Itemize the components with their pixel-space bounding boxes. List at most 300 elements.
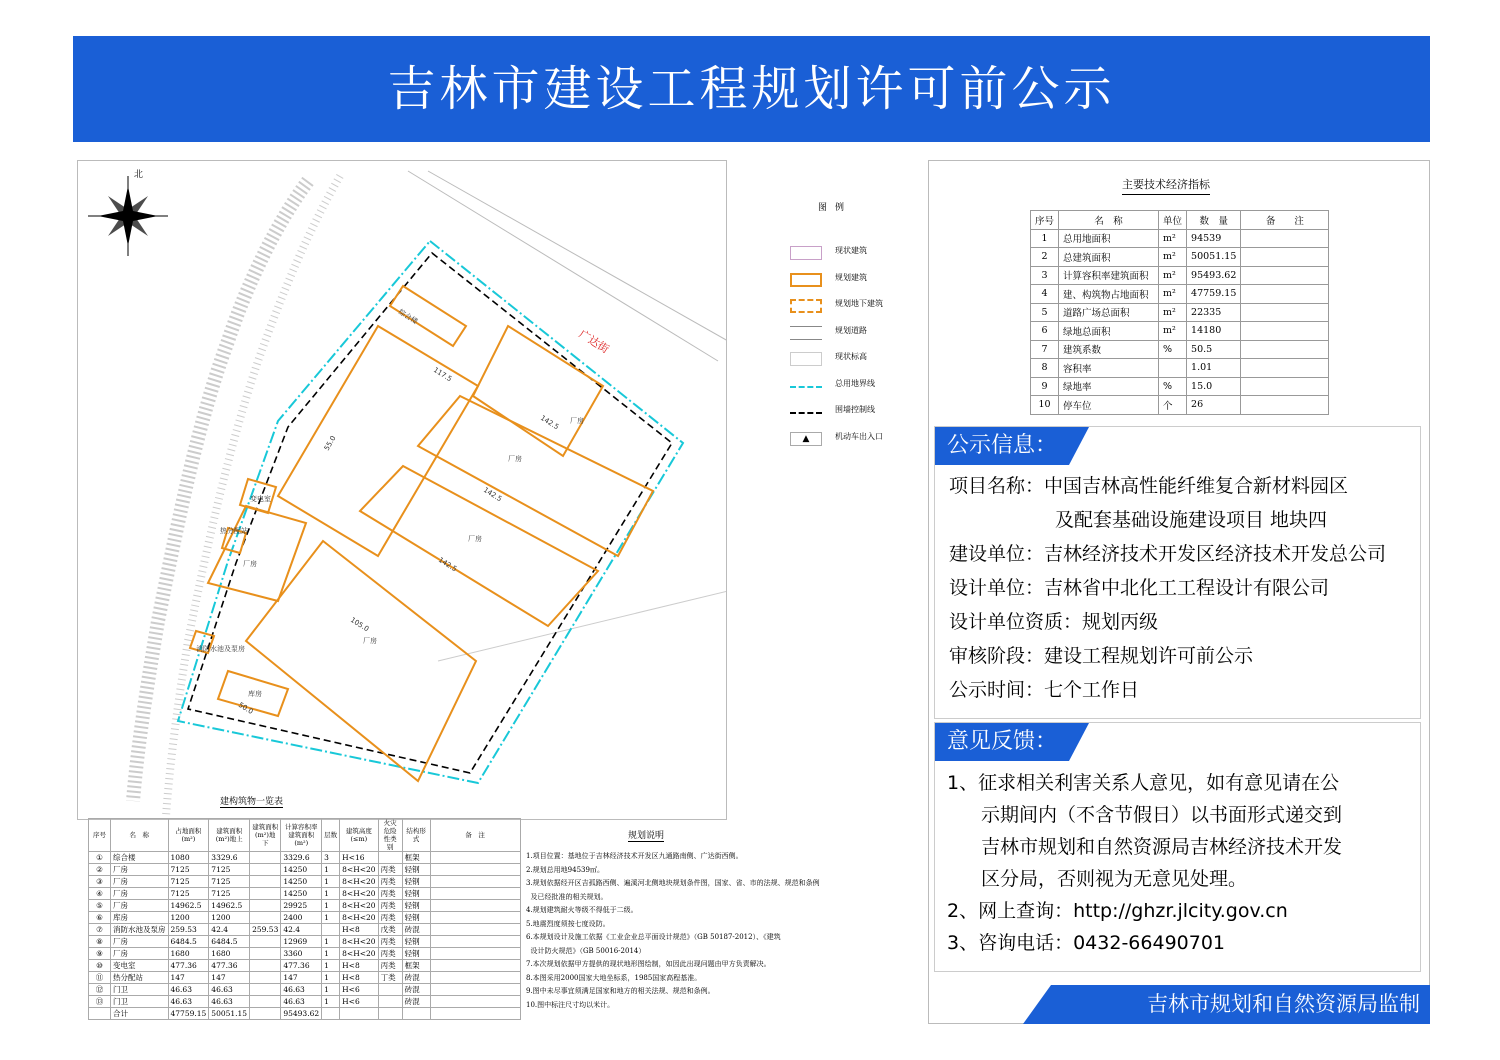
site-plan-map [77,160,727,820]
building-4 [360,466,598,626]
legend-label: 现状建筑 [835,246,867,255]
table-cell: % [1159,377,1187,396]
note-line: 1.项目位置：基地位于吉林经济技术开发区九通路南侧、广达街西侧。 [526,852,743,860]
dimension-label: 55.0 [322,434,338,452]
table-cell [430,996,520,1008]
note-line: 9.图中未尽事宜须满足国家和地方的相关法规、规范和条例。 [526,987,715,995]
table-cell [1241,248,1329,267]
building-9 [208,506,306,601]
table-cell: 门卫 [111,984,169,996]
table-cell: ⑧ [89,936,111,948]
table-cell: 轻钢 [402,948,430,960]
legend-label: 总用地界线 [835,378,875,388]
table-cell [430,888,520,900]
table-cell [250,900,281,912]
table-row [1031,303,1329,322]
table-cell: 8<H<20 [340,876,378,888]
table-cell: 厂房 [111,936,169,948]
table-cell [250,876,281,888]
table-cell [1241,340,1329,359]
table-cell: ⑬ [89,996,111,1008]
table-cell [250,972,281,984]
table-cell [430,948,520,960]
table-cell: 绿地总面积 [1059,322,1159,341]
table-cell [250,996,281,1008]
table-cell: 46.63 [209,984,250,996]
tech-table-title: 主要技术经济指标 [1122,176,1210,195]
table-row [89,912,521,924]
table-cell [430,984,520,996]
table-cell [1241,285,1329,304]
table-cell: 3 [1031,266,1059,285]
table-cell [1241,377,1329,396]
table-cell: 42.4 [281,924,322,936]
legend-label: 围墙控制线 [835,405,875,414]
table-row [1031,322,1329,341]
buildings-header-cell: 火灾危险性类别 [378,819,402,852]
table-cell: 合计 [111,1008,169,1020]
table-cell: 6484.5 [168,936,209,948]
table-cell: m² [1159,322,1187,341]
table-cell: 1200 [209,912,250,924]
table-cell: 轻钢 [402,912,430,924]
table-cell [430,936,520,948]
table-cell [1241,303,1329,322]
table-cell [1241,229,1329,248]
building-label: 厂房 [363,637,377,645]
table-cell: 7125 [209,876,250,888]
table-cell: 1 [1031,229,1059,248]
table-cell: 厂房 [111,888,169,900]
table-cell: 总用地面积 [1059,229,1159,248]
table-cell: 丁类 [378,972,402,984]
table-cell: H<8 [340,924,378,936]
table-cell: 1 [322,900,340,912]
table-cell: 1680 [168,948,209,960]
feedback-header: 意见反馈： [935,723,1069,761]
table-cell: 8<H<20 [340,912,378,924]
table-cell: 砖混 [402,984,430,996]
info-panel [934,426,1421,719]
table-cell: 厂房 [111,876,169,888]
table-cell: H<8 [340,972,378,984]
table-cell: m² [1159,248,1187,267]
table-cell: 8 [1031,359,1059,378]
table-cell: 95493.62 [1187,266,1241,285]
table-cell: ⑥ [89,912,111,924]
table-cell: 热分配站 [111,972,169,984]
table-cell: % [1159,340,1187,359]
table-cell: 8<H<20 [340,936,378,948]
buildings-header-cell: 备 注 [430,819,520,852]
planning-notes [526,850,820,1012]
site-boundary-icon [790,386,822,388]
buildings-header-cell: 序号 [89,819,111,852]
table-cell [1241,396,1329,415]
review-stage: 审核阶段：建设工程规划许可前公示 [949,645,1254,667]
table-row [89,1008,521,1020]
buildings-header-cell: 建筑高度(≤m) [340,819,378,852]
table-row [89,852,521,864]
table-cell: 1 [322,876,340,888]
north-arrow-icon [88,176,168,256]
note-line: 7.本次规划依据甲方提供的现状地形图绘制，如因此出现问题由甲方负责解决。 [526,960,771,968]
table-row [1031,377,1329,396]
table-row [89,972,521,984]
table-cell: 8<H<20 [340,888,378,900]
north-label: 北 [134,170,144,180]
table-cell: 46.63 [209,996,250,1008]
dimension-label: 142.5 [481,485,504,504]
table-cell: 建、构筑物占地面积 [1059,285,1159,304]
table-cell [1241,266,1329,285]
table-cell: 总建筑面积 [1059,248,1159,267]
table-cell: 3360 [281,948,322,960]
table-cell [250,948,281,960]
table-cell: 5 [1031,303,1059,322]
table-cell: 1 [322,864,340,876]
table-cell [430,960,520,972]
table-cell: 库房 [111,912,169,924]
table-cell: 1 [322,972,340,984]
table-cell [250,984,281,996]
table-cell: 9 [1031,377,1059,396]
dimension-label: 50.0 [236,700,255,716]
table-row [1031,340,1329,359]
table-cell: 1680 [209,948,250,960]
building-label: 厂房 [508,455,522,463]
table-cell: ⑤ [89,900,111,912]
table-cell: 94539 [1187,229,1241,248]
table-cell: 50051.15 [209,1008,250,1020]
table-cell: 3329.6 [209,852,250,864]
table-cell: 42.4 [209,924,250,936]
table-cell [430,864,520,876]
table-cell: 1 [322,960,340,972]
table-cell: 15.0 [1187,377,1241,396]
table-cell: 14250 [281,888,322,900]
tech-header-cell: 备 注 [1241,211,1329,230]
notes-title: 规划说明 [628,828,664,842]
building-label: 库房 [248,690,262,698]
builder: 建设单位：吉林经济技术开发区经济技术开发总公司 [949,543,1387,565]
table-cell: 砖混 [402,996,430,1008]
table-cell [430,900,520,912]
designer: 设计单位：吉林省中北化工工程设计有限公司 [949,577,1330,599]
table-cell: 砖混 [402,924,430,936]
table-cell: 7 [1031,340,1059,359]
elevation-icon [790,352,822,366]
table-row [1031,266,1329,285]
table-cell [1241,359,1329,378]
legend-label: 机动车出入口 [835,431,883,441]
table-cell: 477.36 [281,960,322,972]
table-cell: 7125 [168,876,209,888]
table-cell [430,912,520,924]
table-cell: 丙类 [378,912,402,924]
table-cell: ③ [89,876,111,888]
table-cell: 丙类 [378,960,402,972]
table-cell [430,1008,520,1020]
underground-building-icon [790,299,822,313]
table-cell: 丙类 [378,936,402,948]
table-cell [378,1008,402,1020]
table-cell: 95493.62 [281,1008,322,1020]
table-cell: 丙类 [378,900,402,912]
table-cell: 14962.5 [209,900,250,912]
feedback-line: 1、征求相关利害关系人意见，如有意见请在公 [947,772,1340,794]
table-cell: 1080 [168,852,209,864]
table-cell: 50051.15 [1187,248,1241,267]
feedback-line: 示期间内（不含节假日）以书面形式递交到 [981,804,1343,826]
building-label: 消防水池及泵房 [196,645,245,653]
buildings-header-cell: 建筑面积(m²)地下 [250,819,281,852]
table-cell: ⑦ [89,924,111,936]
note-line: 4.规划建筑耐火等级不得低于二级。 [526,906,638,914]
table-cell: 1200 [168,912,209,924]
table-cell: ⑨ [89,948,111,960]
building-2 [473,326,603,456]
site-plan-drawing [78,161,727,820]
table-cell [250,912,281,924]
tech-header-cell: 名 称 [1059,211,1159,230]
note-line: 5.地震烈度须按七度设防。 [526,919,610,928]
table-cell: 8<H<20 [340,948,378,960]
dimension-label: 105.0 [348,615,371,634]
table-cell: ② [89,864,111,876]
building-label: 厂房 [468,535,482,543]
note-line: 3.规划依据经开区吉孤路西侧、遍溪河北侧地块规划条件图，国家、省、市的法规、规范和条例 [526,879,820,887]
note-line: 2.规划总用地94539㎡。 [526,865,604,874]
table-cell: 46.63 [281,996,322,1008]
building-label: 热分配站 [220,527,248,535]
building-5 [246,541,476,781]
table-cell [250,852,281,864]
table-cell: 轻钢 [402,864,430,876]
table-cell: m² [1159,266,1187,285]
table-cell [1241,322,1329,341]
table-cell: 3329.6 [281,852,322,864]
table-cell: 4 [1031,285,1059,304]
building-label: 变电室 [250,495,271,503]
vehicle-entrance-icon: ▲ [790,432,822,446]
table-cell: 停车位 [1059,396,1159,415]
table-cell: 477.36 [168,960,209,972]
table-cell: 1 [322,912,340,924]
table-cell [89,1008,111,1020]
table-cell: 26 [1187,396,1241,415]
table-row [89,876,521,888]
table-cell: m² [1159,303,1187,322]
tech-header-cell: 单位 [1159,211,1187,230]
table-cell: 3 [322,852,340,864]
table-cell: 10 [1031,396,1059,415]
table-cell: 厂房 [111,948,169,960]
table-cell: 14250 [281,864,322,876]
wall-line-icon [790,412,822,414]
table-cell: 46.63 [281,984,322,996]
legend-title: 图例 [818,203,853,213]
table-cell: 轻钢 [402,888,430,900]
table-row [89,924,521,936]
buildings-header-cell: 占地面积(m²) [168,819,209,852]
legend-label: 现状标高 [835,352,867,361]
table-cell: 7125 [209,888,250,900]
legend-label: 规划地下建筑 [835,299,883,308]
dimension-label: 142.5 [436,555,459,574]
note-line: 设计防火规范》（GB 50016-2014） [526,946,646,955]
table-cell: 2400 [281,912,322,924]
feedback-panel [934,722,1421,972]
table-cell: 477.36 [209,960,250,972]
table-cell: 12969 [281,936,322,948]
table-cell: 建筑系数 [1059,340,1159,359]
feedback-line: 区分局，否则视为无意见处理。 [981,868,1248,890]
table-cell: 轻钢 [402,900,430,912]
planned-building-icon [790,273,822,287]
table-cell: 绿地率 [1059,377,1159,396]
table-cell: 50.5 [1187,340,1241,359]
table-row [1031,248,1329,267]
table-cell: 轻钢 [402,876,430,888]
table-row [1031,359,1329,378]
table-cell [430,852,520,864]
table-cell: 147 [168,972,209,984]
table-cell [430,972,520,984]
street-label: 广达街 [576,327,612,357]
note-line: 8.本图采用2000国家大地坐标系，1985国家高程基准。 [526,973,702,982]
legend-label: 规划道路 [835,325,867,335]
table-cell [250,1008,281,1020]
table-cell: 29925 [281,900,322,912]
table-cell: 轻钢 [402,936,430,948]
table-cell [1159,359,1187,378]
table-row [89,864,521,876]
table-cell: 46.63 [168,996,209,1008]
table-cell: 6484.5 [209,936,250,948]
buildings-table [88,818,521,1020]
table-cell: 厂房 [111,900,169,912]
table-cell [430,924,520,936]
table-cell: 2 [1031,248,1059,267]
table-cell: 变电室 [111,960,169,972]
table-row [1031,229,1329,248]
legend-label: 规划建筑 [835,272,867,282]
table-cell: 丙类 [378,948,402,960]
table-cell: ① [89,852,111,864]
table-cell [322,924,340,936]
table-cell [250,936,281,948]
table-cell: 14180 [1187,322,1241,341]
table-cell [378,984,402,996]
table-cell: H<6 [340,996,378,1008]
buildings-header-cell: 层数 [322,819,340,852]
table-row [1031,396,1329,415]
feedback-line: 吉林市规划和自然资源局吉林经济技术开发 [981,836,1343,858]
table-cell: 46.63 [168,984,209,996]
tech-header-cell: 序号 [1031,211,1059,230]
table-cell: 框架 [402,960,430,972]
dimension-label: 117.5 [431,365,454,384]
table-cell: 门卫 [111,996,169,1008]
table-cell: 147 [281,972,322,984]
buildings-header-cell: 建筑面积(m²)地上 [209,819,250,852]
table-cell: 1 [322,888,340,900]
table-cell: 丙类 [378,888,402,900]
project-name-cont: 及配套基础设施建设项目 地块四 [1055,509,1328,531]
table-cell: 1 [322,984,340,996]
table-cell: 1.01 [1187,359,1241,378]
table-cell: 道路广场总面积 [1059,303,1159,322]
buildings-header-cell: 计算容积率建筑面积(m²) [281,819,322,852]
note-line: 及已经批准的相关规划。 [526,892,608,901]
table-cell [250,888,281,900]
table-cell: 丙类 [378,876,402,888]
table-cell: 7125 [168,888,209,900]
project-name: 项目名称：中国吉林高性能纤维复合新材料园区 [949,475,1349,497]
table-cell: 7125 [168,864,209,876]
table-row [89,888,521,900]
feedback-phone: 3、咨询电话：0432-66490701 [947,932,1226,954]
table-cell: 8<H<20 [340,900,378,912]
table-cell [378,996,402,1008]
table-cell: 22335 [1187,303,1241,322]
existing-building-icon [790,246,822,260]
table-cell: m² [1159,285,1187,304]
table-row [89,996,521,1008]
table-cell: 14962.5 [168,900,209,912]
table-cell [430,876,520,888]
table-cell: H<16 [340,852,378,864]
table-cell: 7125 [209,864,250,876]
table-cell: H<8 [340,960,378,972]
building-label: 厂房 [243,560,257,568]
table-cell: 砖混 [402,972,430,984]
qualification: 设计单位资质：规划丙级 [949,611,1159,633]
table-cell: 259.53 [250,924,281,936]
table-cell: 14250 [281,876,322,888]
table-cell [378,852,402,864]
page-banner: 吉林市建设工程规划许可前公示 [73,36,1430,142]
table-row [89,936,521,948]
table-cell [340,1008,378,1020]
table-cell: 戊类 [378,924,402,936]
table-cell: 8<H<20 [340,864,378,876]
buildings-table-title: 建构筑物一览表 [220,794,283,808]
table-cell: ④ [89,888,111,900]
table-cell: 容积率 [1059,359,1159,378]
table-row [89,948,521,960]
table-cell: 计算容积率建筑面积 [1059,266,1159,285]
table-cell: ⑩ [89,960,111,972]
table-cell: 综合楼 [111,852,169,864]
feedback-url[interactable]: 2、网上查询：http://ghzr.jlcity.gov.cn [947,900,1288,922]
table-cell: 47759.15 [1187,285,1241,304]
table-cell: 消防水池及泵房 [111,924,169,936]
table-row [89,900,521,912]
publicity-period: 公示时间：七个工作日 [949,679,1140,701]
table-cell: 丙类 [378,864,402,876]
table-cell: 47759.15 [168,1008,209,1020]
table-cell: ⑪ [89,972,111,984]
table-cell: 框架 [402,852,430,864]
table-cell: 1 [322,996,340,1008]
planned-road-icon [790,326,822,340]
info-header: 公示信息： [935,427,1069,465]
note-line: 6.本规划设计及施工依据《工业企业总平面设计规范》（GB 50187-2012）、《建筑 [526,933,781,941]
table-cell [250,960,281,972]
tech-header-cell: 数 量 [1187,211,1241,230]
